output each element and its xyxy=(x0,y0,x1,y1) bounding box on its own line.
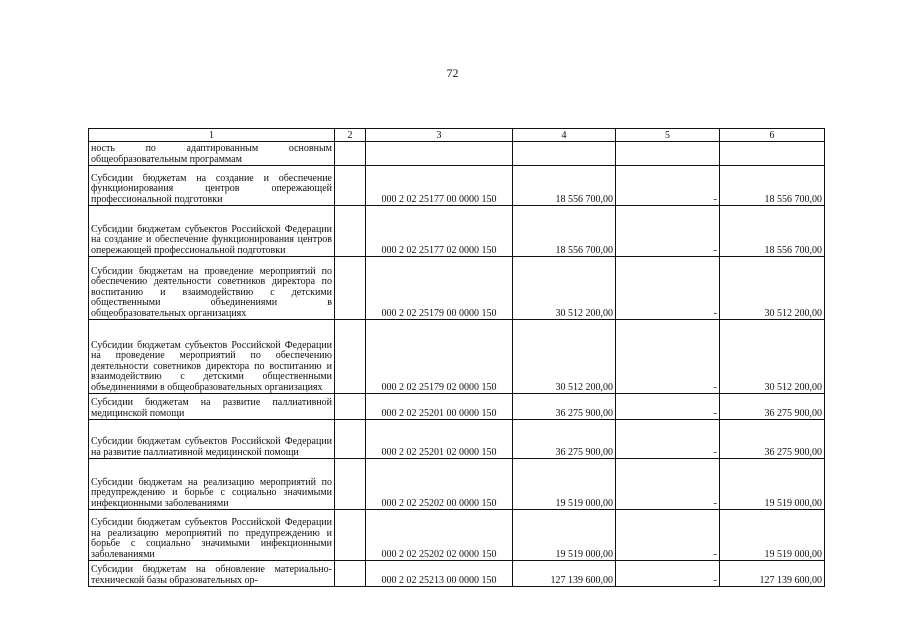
row-change: - xyxy=(616,561,720,587)
table-row xyxy=(89,420,825,459)
row-change: - xyxy=(616,206,720,257)
row-code: 000 2 02 25201 02 0000 150 xyxy=(366,420,513,459)
row-col2 xyxy=(335,459,366,510)
row-change: - xyxy=(616,459,720,510)
column-header-3: 3 xyxy=(366,129,513,142)
row-col2 xyxy=(335,257,366,320)
row-total: 19 519 000,00 xyxy=(720,459,825,510)
row-total: 19 519 000,00 xyxy=(720,510,825,561)
row-total: 18 556 700,00 xyxy=(720,206,825,257)
row-name: Субсидии бюджетам на обновление материально-технической базы образовательных ор- xyxy=(89,561,335,587)
row-name: Субсидии бюджетам субъектов Российской Федерации на реализацию мероприятий по предупреждению и борьбе с социально значимыми инфекционными заболеваниями xyxy=(89,510,335,561)
table-row xyxy=(89,320,825,394)
column-header-5: 5 xyxy=(616,129,720,142)
row-amount: 19 519 000,00 xyxy=(513,459,616,510)
row-col2 xyxy=(335,561,366,587)
row-code: 000 2 02 25201 00 0000 150 xyxy=(366,394,513,420)
row-amount: 30 512 200,00 xyxy=(513,257,616,320)
row-amount: 18 556 700,00 xyxy=(513,166,616,206)
table-header-row xyxy=(89,129,825,142)
row-code xyxy=(366,142,513,166)
column-header-1: 1 xyxy=(89,129,335,142)
column-header-4: 4 xyxy=(513,129,616,142)
row-name: Субсидии бюджетам субъектов Российской Федерации на развитие паллиативной медицинской помощи xyxy=(89,420,335,459)
row-change: - xyxy=(616,394,720,420)
budget-table xyxy=(88,128,825,587)
column-header-6: 6 xyxy=(720,129,825,142)
row-total: 36 275 900,00 xyxy=(720,420,825,459)
row-col2 xyxy=(335,510,366,561)
page-number: 72 xyxy=(446,66,459,80)
row-code: 000 2 02 25177 02 0000 150 xyxy=(366,206,513,257)
row-name: Субсидии бюджетам на создание и обеспечение функционирования центров опережающей профессиональной подготовки xyxy=(89,166,335,206)
row-name: ность по адаптированным основным общеобразовательным программам xyxy=(89,142,335,166)
row-col2 xyxy=(335,166,366,206)
row-change: - xyxy=(616,420,720,459)
row-col2 xyxy=(335,420,366,459)
row-change: - xyxy=(616,257,720,320)
row-amount: 18 556 700,00 xyxy=(513,206,616,257)
row-amount: 30 512 200,00 xyxy=(513,320,616,394)
row-amount: 36 275 900,00 xyxy=(513,420,616,459)
row-amount: 36 275 900,00 xyxy=(513,394,616,420)
row-amount xyxy=(513,142,616,166)
row-change: - xyxy=(616,320,720,394)
row-code: 000 2 02 25179 00 0000 150 xyxy=(366,257,513,320)
table-row xyxy=(89,561,825,587)
row-name: Субсидии бюджетам на развитие паллиативной медицинской помощи xyxy=(89,394,335,420)
row-name: Субсидии бюджетам субъектов Российской Федерации на проведение мероприятий по обеспечению деятельности советников директора по воспитанию и взаимодействию с детскими общественными объединениями в общеобразовательных организациях xyxy=(89,320,335,394)
row-col2 xyxy=(335,142,366,166)
row-col2 xyxy=(335,394,366,420)
row-total: 30 512 200,00 xyxy=(720,257,825,320)
row-amount: 19 519 000,00 xyxy=(513,510,616,561)
row-code: 000 2 02 25213 00 0000 150 xyxy=(366,561,513,587)
row-change: - xyxy=(616,510,720,561)
table-row xyxy=(89,459,825,510)
row-col2 xyxy=(335,206,366,257)
row-total: 18 556 700,00 xyxy=(720,166,825,206)
table-row xyxy=(89,394,825,420)
row-total: 36 275 900,00 xyxy=(720,394,825,420)
table-row xyxy=(89,142,825,166)
row-code: 000 2 02 25202 02 0000 150 xyxy=(366,510,513,561)
row-change xyxy=(616,142,720,166)
row-total xyxy=(720,142,825,166)
table-row xyxy=(89,257,825,320)
row-name: Субсидии бюджетам субъектов Российской Федерации на создание и обеспечение функционирования центров опережающей профессиональной подготовки xyxy=(89,206,335,257)
table-row xyxy=(89,206,825,257)
row-code: 000 2 02 25177 00 0000 150 xyxy=(366,166,513,206)
row-name: Субсидии бюджетам на реализацию мероприятий по предупреждению и борьбе с социально значимыми инфекционными заболеваниями xyxy=(89,459,335,510)
row-col2 xyxy=(335,320,366,394)
row-total: 127 139 600,00 xyxy=(720,561,825,587)
column-header-2: 2 xyxy=(335,129,366,142)
table-row xyxy=(89,510,825,561)
row-code: 000 2 02 25202 00 0000 150 xyxy=(366,459,513,510)
row-name: Субсидии бюджетам на проведение мероприятий по обеспечению деятельности советников директора по воспитанию и взаимодействию с детскими общественными объединениями в общеобразовательных организациях xyxy=(89,257,335,320)
row-total: 30 512 200,00 xyxy=(720,320,825,394)
row-amount: 127 139 600,00 xyxy=(513,561,616,587)
row-change: - xyxy=(616,166,720,206)
table-row xyxy=(89,166,825,206)
row-code: 000 2 02 25179 02 0000 150 xyxy=(366,320,513,394)
